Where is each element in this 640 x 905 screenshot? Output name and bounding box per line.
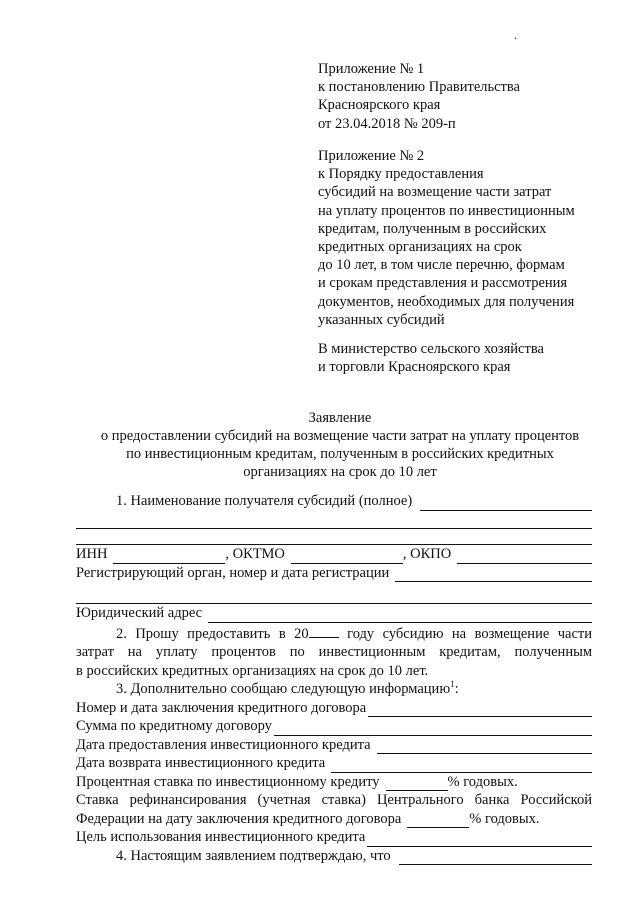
legal-address-label: Юридический адрес xyxy=(76,605,203,621)
scan-mark: . xyxy=(514,28,517,42)
item3-colon: : xyxy=(454,681,459,697)
purpose-field[interactable] xyxy=(367,832,592,847)
return-date-field[interactable] xyxy=(331,758,592,773)
issue-date-label: Дата предоставления инвестиционного кредита xyxy=(76,736,371,753)
item4-label: 4. Настоящим заявлением подтверждаю, что xyxy=(116,847,391,864)
purpose-label: Цель использования инвестиционного кредита xyxy=(76,829,366,845)
rate-field[interactable] xyxy=(386,776,448,791)
codes-row xyxy=(76,545,592,564)
registration-label: Регистрирующий орган, номер и дата регистрации xyxy=(76,564,390,581)
item2-text: 2. Прошу предоставить в 20 xyxy=(116,625,309,642)
appendix-2-line: до 10 лет, в том числе перечню, формам xyxy=(318,257,565,274)
rate-suffix: % годовых. xyxy=(447,773,518,790)
legal-address-row xyxy=(76,604,592,623)
okpo-field[interactable] xyxy=(457,549,592,564)
refinancing-line: Ставка рефинансирования (учетная ставка) Центрального банка Российской xyxy=(76,792,592,808)
statement-title: Заявление xyxy=(308,410,372,426)
addressee-block xyxy=(318,340,544,376)
rate-label: Процентная ставка по инвестиционному кредиту xyxy=(76,773,380,790)
purpose-row xyxy=(76,828,592,847)
addressee-line: и торговли Красноярского края xyxy=(318,359,511,376)
return-date-label: Дата возврата инвестиционного кредита xyxy=(76,755,326,771)
oktmo-field[interactable] xyxy=(291,549,403,564)
rate-row xyxy=(76,773,592,792)
appendix-1-block xyxy=(318,60,520,133)
appendix-2-line: Приложение № 2 xyxy=(318,148,425,164)
item2-line xyxy=(76,623,592,644)
amount-row xyxy=(76,717,592,736)
amount-label: Сумма по кредитному договору xyxy=(76,718,272,734)
okpo-label: , ОКПО xyxy=(402,546,452,562)
item2-line: в российских кредитных организациях на срок до 10 лет. xyxy=(76,662,429,679)
addressee-line: В министерство сельского хозяйства xyxy=(318,341,544,357)
appendix-2-line: субсидий на возмещение части затрат xyxy=(318,184,552,201)
appendix-2-line: и срокам представления и рассмотрения xyxy=(318,275,568,292)
appendix-2-line: кредитам, полученным в российских xyxy=(318,220,547,237)
contract-field[interactable] xyxy=(368,702,592,717)
appendix-1-line: Красноярского края xyxy=(318,97,441,114)
recipient-name-field-line[interactable] xyxy=(76,529,592,545)
refinancing-field[interactable] xyxy=(407,813,469,828)
registration-row xyxy=(76,564,592,583)
inn-label: ИНН xyxy=(76,546,108,562)
appendix-2-line: к Порядку предоставления xyxy=(318,166,484,183)
issue-date-row xyxy=(76,736,592,755)
legal-address-field[interactable] xyxy=(208,608,592,623)
recipient-name-field-line[interactable] xyxy=(76,511,592,530)
statement-subtitle-line: организациях на срок до 10 лет xyxy=(243,464,437,480)
refinancing-row xyxy=(76,810,592,829)
appendix-1-line: к постановлению Правительства xyxy=(318,79,520,96)
appendix-1-line: от 23.04.2018 № 209-п xyxy=(318,115,456,132)
inn-field[interactable] xyxy=(113,549,225,564)
statement-heading xyxy=(60,409,620,481)
registration-field[interactable] xyxy=(395,567,592,582)
appendix-2-block xyxy=(318,147,575,329)
issue-date-field[interactable] xyxy=(377,739,592,754)
recipient-name-row xyxy=(76,492,592,511)
appendix-2-line: документов, необходимых для получения xyxy=(318,293,575,310)
return-date-row xyxy=(76,754,592,773)
item3-heading xyxy=(76,680,592,699)
appendix-2-line: указанных субсидий xyxy=(318,311,445,328)
registration-field-line[interactable] xyxy=(76,582,592,604)
item4-row xyxy=(76,847,592,866)
contract-row xyxy=(76,699,592,718)
oktmo-label: , ОКТМО xyxy=(225,546,285,562)
statement-subtitle-line: о предоставлении субсидий на возмещение части затрат на уплату процентов xyxy=(100,428,580,444)
appendix-2-line: на уплату процентов по инвестиционным xyxy=(318,202,575,219)
contract-label: Номер и дата заключения кредитного договора xyxy=(76,699,367,716)
item2-line: затрат на уплату процентов по инвестиционным кредитам, полученным xyxy=(76,644,592,660)
recipient-name-label: 1. Наименование получателя субсидий (полное) xyxy=(116,493,413,509)
refinancing-label: Федерации на дату заключения кредитного договора xyxy=(76,810,402,827)
application-form xyxy=(76,492,592,865)
item2-text-cont: году субсидию на возмещение части xyxy=(338,625,592,642)
recipient-name-field[interactable] xyxy=(420,496,592,511)
statement-subtitle-line: по инвестиционным кредитам, полученным в российских кредитных xyxy=(126,446,554,462)
amount-field[interactable] xyxy=(274,721,592,736)
item4-field[interactable] xyxy=(399,850,592,865)
year-field[interactable] xyxy=(309,623,339,638)
item3-text: 3. Дополнительно сообщаю следующую информацию xyxy=(116,681,451,697)
refinancing-suffix: % годовых. xyxy=(469,810,540,827)
appendix-2-line: кредитных организациях на срок xyxy=(318,239,522,256)
appendix-1-line: Приложение № 1 xyxy=(318,61,425,77)
footnote-ref: 1 xyxy=(450,679,455,690)
